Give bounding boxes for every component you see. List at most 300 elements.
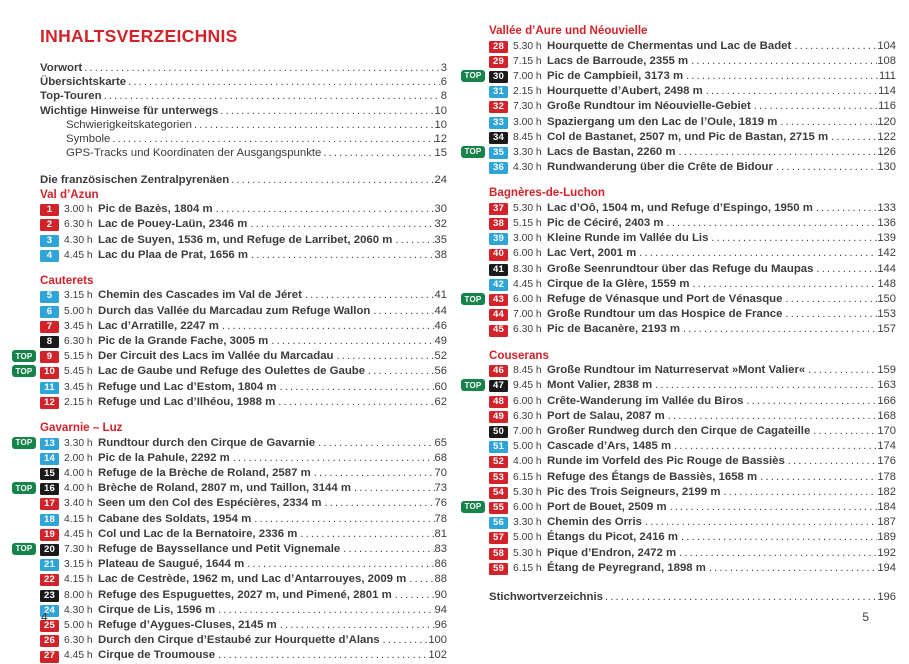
tour-page: 52 [434,350,447,363]
section-heading: Couserans [489,348,549,362]
tour-page: 150 [877,293,896,306]
tour-time: 8.00 h [64,589,93,601]
front-matter-label: Wichtige Hinweise für unterwegs [40,104,219,117]
tour-time: 3.45 h [64,381,93,393]
front-matter-page: 12 [434,133,447,146]
tour-entry-row [15,542,447,557]
dot-leader [721,485,877,499]
tour-entry-row [40,319,447,334]
tour-title: Étangs du Picot, 2416 m [547,531,679,544]
tour-time: 4.30 h [64,604,93,616]
tour-entry-row [464,145,896,160]
tour-time: 5.30 h [513,486,542,498]
top-badge: TOP [12,543,36,555]
tour-page: 35 [434,233,447,246]
tour-entry-row [489,84,896,99]
dot-leader [690,277,877,291]
top-badge: TOP [461,379,485,391]
tour-number-badge: 16 [40,483,59,495]
front-matter-label: Übersichtskarte [40,76,127,89]
tour-title: Seen um den Col des Espécières, 2334 m [98,497,322,510]
tour-number-badge: 9 [40,351,59,363]
tour-entry-row [489,246,896,261]
tour-time: 4.15 h [64,574,93,586]
dot-leader [752,99,878,113]
tour-entry-row [40,496,447,511]
toc-section [464,186,896,337]
tour-time: 2.15 h [64,396,93,408]
tour-entry-row [489,99,896,114]
tour-time: 3.00 h [513,116,542,128]
tour-entry-row [489,277,896,292]
right-page [464,24,896,604]
tour-entry-row [489,54,896,69]
tour-time: 6.00 h [513,248,542,260]
tour-entry-row [489,485,896,500]
tour-number-badge: 13 [40,438,59,450]
dot-leader [231,451,435,465]
tour-entry-row [489,454,896,469]
tour-page: 108 [877,54,896,67]
tour-entry-row [40,466,447,481]
tour-entry-row [15,481,447,496]
dot-leader [323,496,435,510]
tour-number-badge: 22 [40,574,59,586]
tour-time: 3.40 h [64,498,93,510]
tour-title: Cirque de Lis, 1596 m [98,603,216,616]
intro-row [40,173,447,187]
dot-leader [407,572,434,586]
tour-entry-row [40,512,447,527]
tour-title: Cabane des Soldats, 1954 m [98,512,252,525]
tour-title: Kleine Runde im Vallée du Lis [547,232,709,245]
dot-leader [303,288,435,302]
tour-title: Refuge und Lac d’Estom, 1804 m [98,380,277,393]
page-title: INHALTSVERZEICHNIS [40,26,238,46]
tour-page: 102 [428,649,447,662]
dot-leader [811,424,877,438]
dot-leader [341,542,434,556]
tour-number-badge: 27 [40,651,59,663]
tour-time: 3.15 h [64,559,93,571]
dot-leader [814,262,877,276]
tour-number-badge: 48 [489,396,508,408]
tour-number-badge: 56 [489,517,508,529]
dot-leader [278,380,435,394]
tour-entry-row [40,217,447,232]
tour-page: 81 [434,527,447,540]
front-matter-list [40,61,447,160]
tour-page: 32 [434,218,447,231]
front-matter-row [40,118,447,132]
tour-time: 3.15 h [64,290,93,302]
tour-entry-row [40,451,447,466]
tour-entry-row [489,394,896,409]
tour-page: 104 [877,39,896,52]
tour-number-badge: 19 [40,529,59,541]
tour-title: Lac du Plaa de Prat, 1656 m [98,248,249,261]
tour-time: 4.30 h [64,234,93,246]
tour-time: 7.00 h [513,309,542,321]
tour-time: 6.30 h [513,324,542,336]
tour-title: Lac de Suyen, 1536 m, und Refuge de Larribet, 2060 m [98,233,393,246]
dot-leader [335,349,435,363]
tour-time: 3.30 h [64,437,93,449]
tour-page: 176 [877,455,896,468]
tour-entry-row [40,603,447,618]
tour-number-badge: 32 [489,101,508,113]
tour-title: Pic de la Pahule, 2292 m [98,451,230,464]
tour-page: 73 [434,482,447,495]
tour-page: 83 [434,542,447,555]
tour-entry-row [489,470,896,485]
tour-title: Cirque de la Glère, 1559 m [547,277,690,290]
tour-title: Lac d’Oô, 1504 m, und Refuge d’Espingo, 1950 m [547,201,813,214]
section-entries [15,288,447,410]
tour-number-badge: 8 [40,336,59,348]
front-matter-page: 15 [434,147,447,160]
dot-leader [643,515,877,529]
dot-leader [126,75,441,89]
dot-leader [248,217,434,231]
tour-number-badge: 43 [489,294,508,306]
tour-page: 139 [877,232,896,245]
tour-page: 68 [434,451,447,464]
tour-title: Hourquette d’Aubert, 2498 m [547,85,703,98]
tour-entry-row [489,424,896,439]
tour-number-badge: 26 [40,635,59,647]
tour-title: Große Rundtour im Naturreservat »Mont Valier« [547,364,806,377]
tour-entry-row [40,248,447,263]
section-entries [464,201,896,338]
dot-leader [102,89,441,103]
tour-number-badge: 14 [40,453,59,465]
tour-number-badge: 33 [489,117,508,129]
tour-title: Pic de Bazès, 1804 m [98,203,213,216]
tour-time: 4.45 h [513,278,542,290]
tour-entry-row [464,292,896,307]
tour-time: 6.30 h [64,219,93,231]
front-matter-page: 10 [434,104,447,117]
end-matter-page: 196 [877,591,896,603]
tour-entry-row [489,515,896,530]
tour-time: 6.30 h [513,410,542,422]
dot-leader [665,216,878,230]
dot-leader [679,530,877,544]
dot-leader [783,292,877,306]
tour-time: 3.00 h [513,233,542,245]
dot-leader [653,378,877,392]
front-matter-label: Symbole [66,133,111,146]
tour-time: 4.45 h [64,528,93,540]
tour-entry-row [489,530,896,545]
tour-number-badge: 44 [489,309,508,321]
tour-title: Rundtour durch den Cirque de Gavarnie [98,436,316,449]
tour-title: Brèche de Roland, 2807 m, und Taillon, 3144 m [98,482,351,495]
tour-entry-row [464,500,896,515]
dot-leader [249,248,434,262]
tour-number-badge: 12 [40,397,59,409]
tour-time: 7.15 h [513,55,542,67]
tour-entry-row [40,380,447,395]
tour-time: 5.30 h [513,40,542,52]
tour-page: 62 [434,395,447,408]
tour-page: 78 [434,512,447,525]
top-badge: TOP [461,146,485,158]
tour-time: 5.15 h [64,351,93,363]
right-sections [464,24,896,576]
tour-page: 86 [434,558,447,571]
tour-page: 130 [877,161,896,174]
tour-page: 153 [877,308,896,321]
tour-page: 133 [877,201,896,214]
tour-number-badge: 23 [40,590,59,602]
tour-title: Étang de Peyregrand, 1898 m [547,561,706,574]
tour-title: Spaziergang um den Lac de l’Oule, 1819 m [547,115,778,128]
tour-page: 114 [878,85,896,98]
tour-title: Cirque de Troumouse [98,649,216,662]
tour-entry-row [489,322,896,337]
tour-title: Großer Rundweg durch den Cirque de Cagateille [547,424,811,437]
section-entries [15,436,447,664]
tour-title: Chemin des Cascades im Val de Jéret [98,289,302,302]
tour-page: 148 [877,277,896,290]
dot-leader [707,561,877,575]
tour-number-badge: 31 [489,86,508,98]
tour-page: 60 [434,380,447,393]
tour-number-badge: 55 [489,502,508,514]
tour-page: 184 [877,500,896,513]
tour-entry-row [464,69,896,84]
tour-entry-row [489,216,896,231]
tour-number-badge: 37 [489,203,508,215]
tour-time: 6.00 h [513,294,542,306]
tour-number-badge: 58 [489,548,508,560]
dot-leader [82,61,441,75]
tour-page: 56 [434,365,447,378]
tour-page: 44 [434,304,447,317]
dot-leader [792,39,877,53]
tour-entry-row [40,334,447,349]
tour-number-badge: 29 [489,56,508,68]
tour-entry-row [489,160,896,175]
dot-leader [668,500,878,514]
dot-leader [110,132,434,146]
front-matter-page: 10 [434,118,447,131]
dot-leader [252,512,434,526]
tour-time: 9.45 h [513,380,542,392]
tour-title: Große Seenrundtour über das Refuge du Maupas [547,262,814,275]
tour-number-badge: 46 [489,365,508,377]
tour-page: 157 [877,323,896,336]
left-page [15,24,447,664]
dot-leader [321,146,434,160]
tour-time: 4.15 h [64,513,93,525]
tour-time: 6.15 h [513,562,542,574]
tour-number-badge: 30 [489,71,508,83]
dot-leader [216,648,428,662]
tour-time: 7.30 h [64,543,93,555]
tour-time: 4.00 h [64,467,93,479]
tour-page: 49 [434,335,447,348]
tour-entry-row [489,231,896,246]
tour-entry-row [489,409,896,424]
tour-time: 7.00 h [513,70,542,82]
tour-page: 30 [434,203,447,216]
tour-page: 159 [877,364,896,377]
tour-title: Col de Bastanet, 2507 m, und Pic de Bastan, 2715 m [547,130,829,143]
tour-title: Plateau de Saugué, 1644 m [98,558,245,571]
toc-section [40,188,447,263]
tour-number-badge: 49 [489,411,508,423]
tour-time: 5.45 h [64,366,93,378]
tour-page: 120 [877,115,896,128]
tour-title: Lac de Pouey-Laün, 2346 m [98,218,248,231]
tour-time: 6.00 h [513,501,542,513]
tour-number-badge: 42 [489,279,508,291]
tour-time: 6.00 h [513,395,542,407]
tour-page: 168 [877,409,896,422]
left-sections [15,187,447,664]
tour-number-badge: 11 [40,382,59,394]
tour-number-badge: 18 [40,514,59,526]
tour-title: Refuge des Espuguettes, 2027 m, und Pimené, 2801 m [98,588,392,601]
tour-title: Chemin des Orris [547,516,642,529]
dot-leader [393,233,434,247]
tour-entry-row [40,202,447,217]
tour-entry-row [464,378,896,393]
toc-section [464,348,896,576]
tour-entry-row [489,39,896,54]
tour-time: 5.15 h [513,218,542,230]
tour-number-badge: 1 [40,204,59,216]
tour-time: 3.30 h [513,517,542,529]
tour-number-badge: 50 [489,426,508,438]
tour-page: 65 [434,436,447,449]
tour-time: 5.00 h [513,441,542,453]
tour-time: 4.00 h [64,483,93,495]
left-folio: 4 [41,610,48,624]
tour-page: 111 [878,69,896,82]
tour-entry-row [40,233,447,248]
tour-number-badge: 34 [489,132,508,144]
dot-leader [216,603,434,617]
tour-entry-row [489,115,896,130]
tour-entry-row [489,561,896,576]
tour-time: 5.00 h [64,620,93,631]
tour-number-badge: 3 [40,235,59,247]
tour-title: Col und Lac de la Bernatoire, 2336 m [98,527,298,540]
tour-number-badge: 24 [40,605,59,617]
toc-section [464,24,896,175]
tour-number-badge: 15 [40,468,59,480]
tour-title: Refuge de la Brèche de Roland, 2587 m [98,466,311,479]
dot-leader [229,173,434,187]
tour-title: Refuge de Bayssellance und Petit Vignemale [98,542,341,555]
tour-title: Refuge des Étangs de Bassiès, 1658 m [547,470,758,483]
tour-entry-row [40,288,447,303]
tour-title: Große Rundtour um das Hospice de France [547,308,783,321]
dot-leader [786,454,878,468]
tour-page: 90 [434,588,447,601]
top-badge: TOP [12,365,36,377]
tour-page: 116 [878,100,896,113]
tour-entry-row [489,546,896,561]
tour-entry-row [489,439,896,454]
tour-page: 96 [434,619,447,631]
tour-title: Port de Bouet, 2509 m [547,500,667,513]
front-matter-page: 3 [440,62,447,74]
tour-page: 174 [877,440,896,453]
tour-title: Refuge d’Aygues-Cluses, 2145 m [98,619,277,631]
tour-title: Runde im Vorfeld des Pic Rouge de Bassiès [547,455,785,468]
tour-number-badge: 21 [40,559,59,571]
tour-title: Pic de Bacanère, 2193 m [547,323,680,336]
front-matter-row [40,61,447,75]
front-matter-label: GPS-Tracks und Koordinaten der Ausgangspunkte [66,147,322,160]
dot-leader [689,54,877,68]
dot-leader [220,319,435,333]
tour-title: Pique d’Endron, 2472 m [547,546,677,559]
tour-number-badge: 53 [489,472,508,484]
dot-leader [783,307,877,321]
tour-time: 7.30 h [513,101,542,113]
tour-time: 5.00 h [64,305,93,317]
tour-entry-row [15,436,447,451]
tour-time: 7.00 h [513,425,542,437]
tour-number-badge: 28 [489,41,508,53]
tour-number-badge: 52 [489,456,508,468]
tour-title: Lac d’Arratille, 2247 m [98,319,219,332]
front-matter-label: Schwierigkeitskategorien [66,118,192,131]
dot-leader [276,395,434,409]
dot-leader [778,115,877,129]
tour-number-badge: 25 [40,620,59,632]
tour-time: 4.30 h [513,162,542,174]
dot-leader [774,160,877,174]
tour-title: Lacs de Bastan, 2260 m [547,145,676,158]
tour-page: 170 [877,424,896,437]
tour-time: 6.15 h [513,471,542,483]
right-folio: 5 [862,610,869,624]
tour-title: Hourquette de Chermentas und Lac de Badet [547,39,792,52]
tour-number-badge: 47 [489,380,508,392]
tour-time: 3.00 h [64,204,93,216]
tour-page: 192 [877,546,896,559]
tour-page: 194 [877,561,896,574]
dot-leader [666,409,878,423]
tour-title: Lac de Cestrède, 1962 m, und Lac d’Antarrouyes, 2009 m [98,573,407,586]
tour-page: 126 [877,145,896,158]
section-entries [40,202,447,263]
tour-number-badge: 4 [40,250,59,262]
dot-leader [637,246,877,260]
top-badge: TOP [12,437,36,449]
tour-time: 4.00 h [513,456,542,468]
tour-page: 187 [877,516,896,529]
end-matter-row [489,590,896,604]
front-matter-row [40,104,447,118]
tour-page: 182 [877,485,896,498]
dot-leader [758,470,877,484]
dot-leader [298,527,434,541]
dot-leader [312,466,435,480]
tour-page: 136 [877,217,896,230]
tour-title: Pic de Céciré, 2403 m [547,217,664,230]
dot-leader [371,304,434,318]
tour-page: 163 [877,379,896,392]
dot-leader [672,439,877,453]
